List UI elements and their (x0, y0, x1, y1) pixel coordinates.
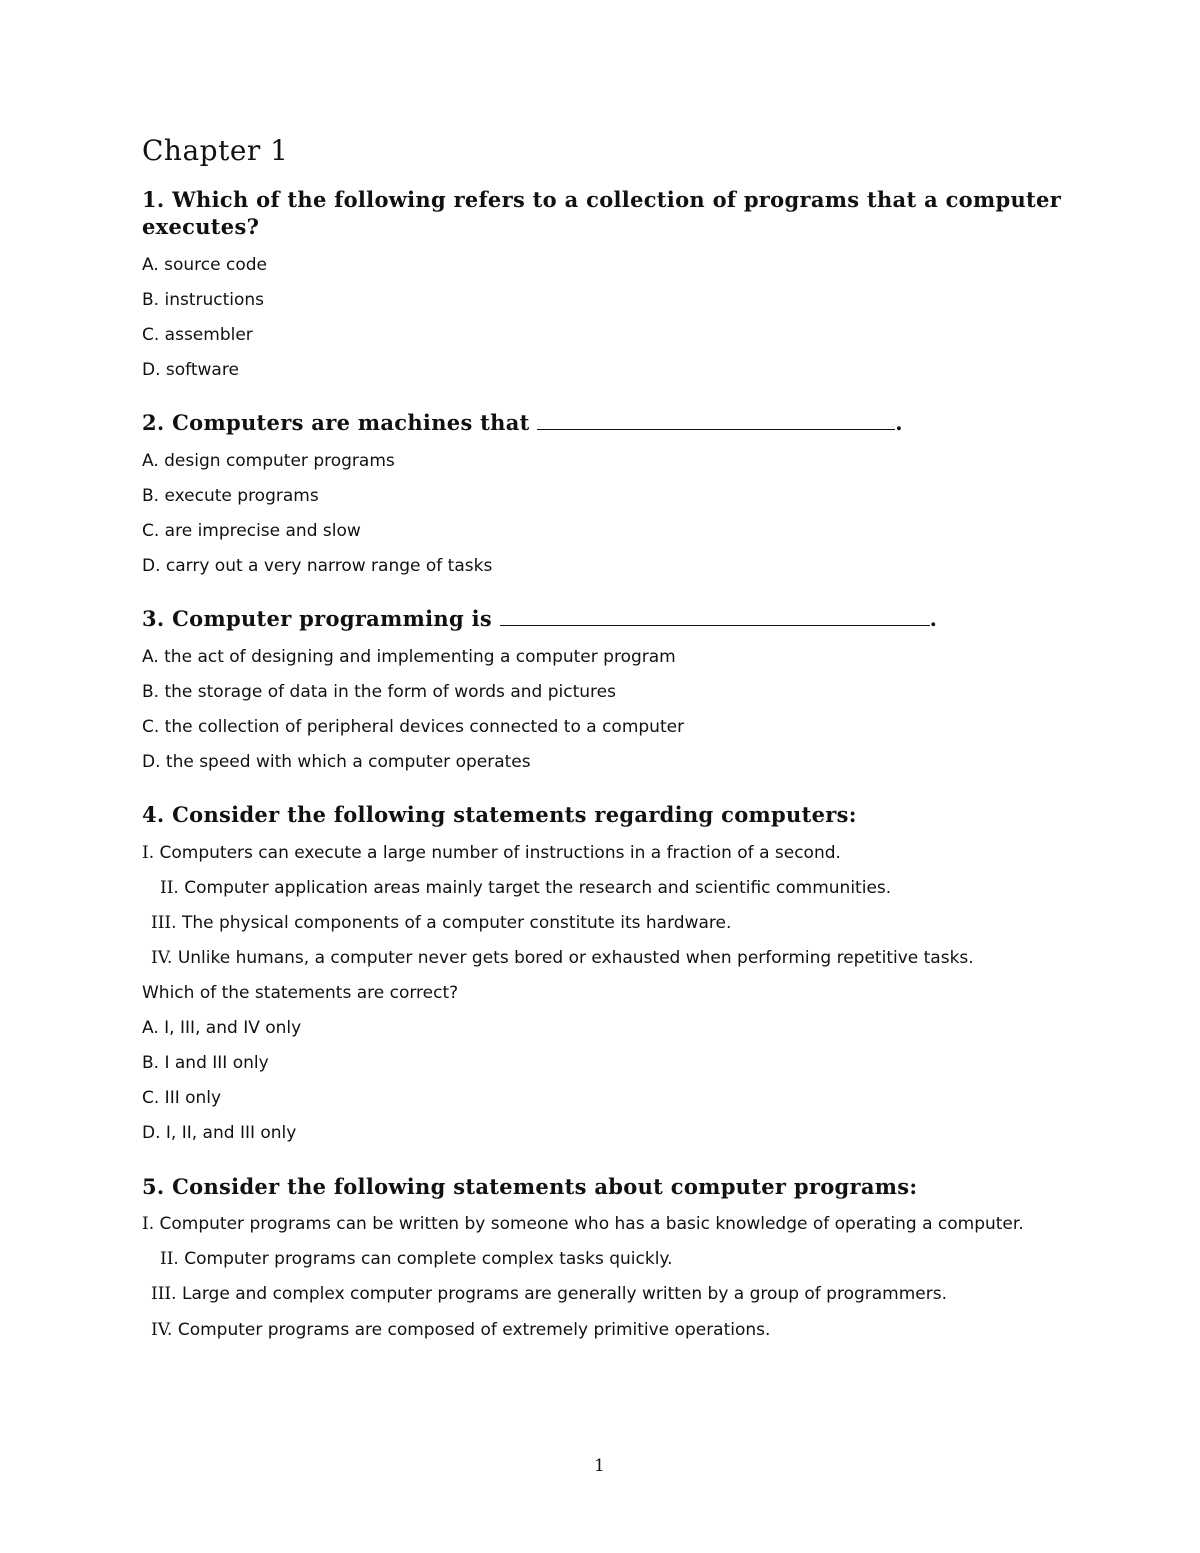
question-4-prompt (142, 802, 857, 827)
question-1-option-d: D. software (142, 360, 239, 380)
question-text: Consider the following statements about computer programs: (172, 1174, 918, 1199)
question-number: 3. (142, 606, 165, 631)
question-2-option-a: A. design computer programs (142, 451, 395, 471)
question-number: 2. (142, 410, 165, 435)
question-1-option-a: A. source code (142, 255, 267, 275)
statement-numeral: IV. (151, 948, 173, 968)
statement-text: Computer programs are composed of extremely primitive operations. (177, 1320, 771, 1340)
statement-numeral: II. (160, 1249, 179, 1269)
statement-numeral: IV. (151, 1320, 173, 1340)
question-3-option-c: C. the collection of peripheral devices connected to a computer (142, 717, 685, 737)
question-4-statement-4 (151, 948, 974, 968)
question-5-statement-2 (160, 1249, 672, 1269)
question-3-option-b: B. the storage of data in the form of words and pictures (142, 682, 616, 702)
answer-blank (500, 609, 930, 626)
statement-text: Computers can execute a large number of instructions in a fraction of a second. (159, 843, 841, 863)
question-1-option-c: C. assembler (142, 325, 253, 345)
question-4-statement-2 (160, 878, 891, 898)
statement-numeral: III. (151, 913, 177, 933)
question-5-statement-1 (142, 1214, 1024, 1234)
question-3-prompt (142, 606, 937, 631)
question-5-statement-4 (151, 1320, 770, 1340)
question-text: Computer programming is (172, 606, 492, 631)
question-2-option-b: B. execute programs (142, 486, 319, 506)
question-1-option-b: B. instructions (142, 290, 265, 310)
question-number: 4. (142, 802, 165, 827)
question-text: Consider the following statements regarding computers: (172, 802, 857, 827)
question-suffix: . (929, 606, 938, 631)
question-number: 1. (142, 187, 165, 212)
statement-text: Large and complex computer programs are generally written by a group of programmers. (181, 1284, 948, 1304)
page-number: 1 (594, 1456, 605, 1476)
question-text: Computers are machines that (172, 410, 530, 435)
question-text: Which of the following refers to a collection of programs that a computer (172, 187, 1062, 212)
statement-text: The physical components of a computer constitute its hardware. (181, 913, 732, 933)
question-4-follow-up: Which of the statements are correct? (142, 983, 459, 1003)
answer-blank (537, 413, 895, 430)
statement-text: Computer programs can complete complex tasks quickly. (184, 1249, 673, 1269)
question-2-option-c: C. are imprecise and slow (142, 521, 361, 541)
statement-numeral: II. (160, 878, 179, 898)
statement-numeral: I. (142, 1214, 155, 1234)
question-3-option-a: A. the act of designing and implementing a computer program (142, 647, 676, 667)
question-4-option-a: A. I, III, and IV only (142, 1018, 302, 1038)
statement-text: Computer programs can be written by someone who has a basic knowledge of operating a computer. (159, 1214, 1024, 1234)
statement-text: Unlike humans, a computer never gets bored or exhausted when performing repetitive tasks. (177, 948, 974, 968)
question-1-prompt (142, 187, 1061, 212)
question-2-prompt (142, 410, 903, 435)
statement-text: Computer application areas mainly target the research and scientific communities. (184, 878, 892, 898)
question-4-option-b: B. I and III only (142, 1053, 269, 1073)
statement-numeral: III. (151, 1284, 177, 1304)
question-number: 5. (142, 1174, 165, 1199)
question-suffix: . (895, 410, 903, 435)
question-5-statement-3 (151, 1284, 947, 1304)
question-4-statement-1 (142, 843, 841, 863)
question-4-option-d: D. I, II, and III only (142, 1123, 297, 1143)
question-5-prompt (142, 1174, 917, 1199)
question-4-option-c: C. III only (142, 1088, 222, 1108)
question-4-statement-3 (151, 913, 731, 933)
question-3-option-d: D. the speed with which a computer operates (142, 752, 531, 772)
chapter-title: Chapter 1 (142, 134, 289, 167)
statement-numeral: I. (142, 843, 155, 863)
question-2-option-d: D. carry out a very narrow range of tasks (142, 556, 493, 576)
question-1-prompt-continued: executes? (142, 214, 260, 239)
